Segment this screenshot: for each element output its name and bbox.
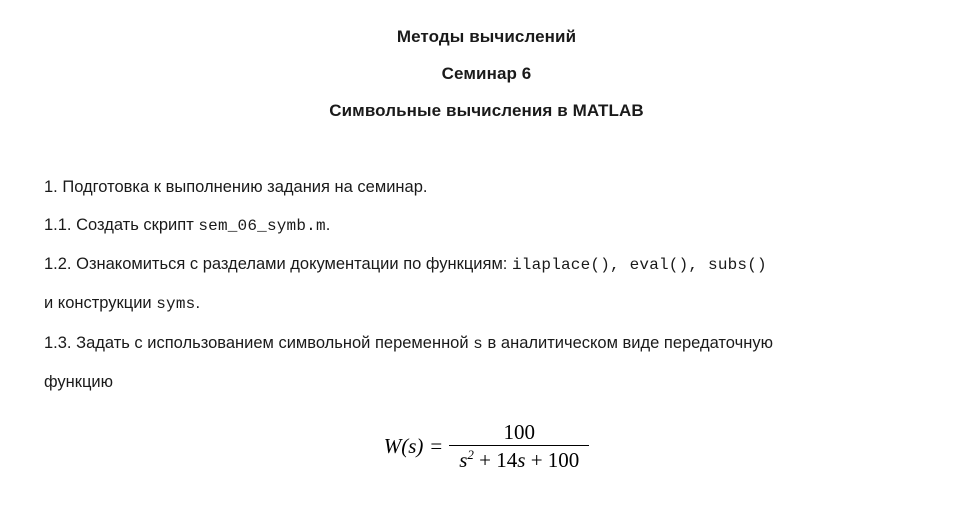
- formula-denominator-exponent: 2: [467, 447, 474, 463]
- paragraph-1-1-text: 1.1. Создать скрипт: [44, 215, 199, 234]
- script-filename-code: sem_06_symb.m: [198, 216, 326, 235]
- document-title-block: [44, 26, 929, 123]
- paragraph-1-2-text: 1.2. Ознакомиться с разделами документации по функциям:: [44, 255, 512, 274]
- formula-denominator-var: s: [517, 448, 526, 473]
- formula-denominator-s: s: [459, 448, 468, 473]
- paragraph-1-2-cont-period: .: [195, 294, 201, 313]
- formula-denominator: [449, 446, 589, 472]
- paragraph-1-1: [44, 209, 929, 242]
- paragraph-1-3-cont-text: функцию: [44, 372, 114, 391]
- paragraph-1-2-cont: [44, 287, 929, 320]
- formula-block: [44, 420, 929, 473]
- paragraph-1-3-text-end: в аналитическом виде передаточную: [482, 333, 773, 352]
- formula-numerator: 100: [503, 419, 535, 444]
- formula-fraction: [449, 420, 589, 473]
- formula-denominator-mid: + 14: [473, 448, 518, 473]
- paragraph-1-text: 1. Подготовка к выполнению задания на семинар.: [44, 177, 428, 196]
- paragraph-1-3-text: 1.3. Задать с использованием символьной переменной: [44, 333, 474, 352]
- formula-equals-sign: =: [430, 433, 443, 458]
- formula-denominator-tail: + 100: [525, 448, 580, 473]
- paragraph-1-2-cont-text: и конструкции: [44, 294, 157, 313]
- paragraph-1: [44, 171, 929, 203]
- document-title-line-2: Семинар 6: [441, 63, 532, 83]
- paragraph-1-1-period: .: [325, 215, 331, 234]
- paragraph-1-2: [44, 248, 929, 281]
- document-title-line-1: Методы вычислений: [396, 27, 577, 46]
- paragraph-1-3-cont: [44, 366, 929, 398]
- syms-keyword-code: syms: [156, 295, 196, 314]
- function-list-code: ilaplace(), eval(), subs(): [511, 256, 767, 275]
- transfer-function-formula: [384, 420, 590, 473]
- paragraph-1-3: [44, 327, 929, 360]
- symbolic-variable-code: s: [473, 334, 483, 353]
- document-body: [44, 171, 929, 473]
- formula-left-side: W(s): [383, 433, 424, 458]
- document-title-line-3: Символьные вычисления в MATLAB: [329, 100, 644, 120]
